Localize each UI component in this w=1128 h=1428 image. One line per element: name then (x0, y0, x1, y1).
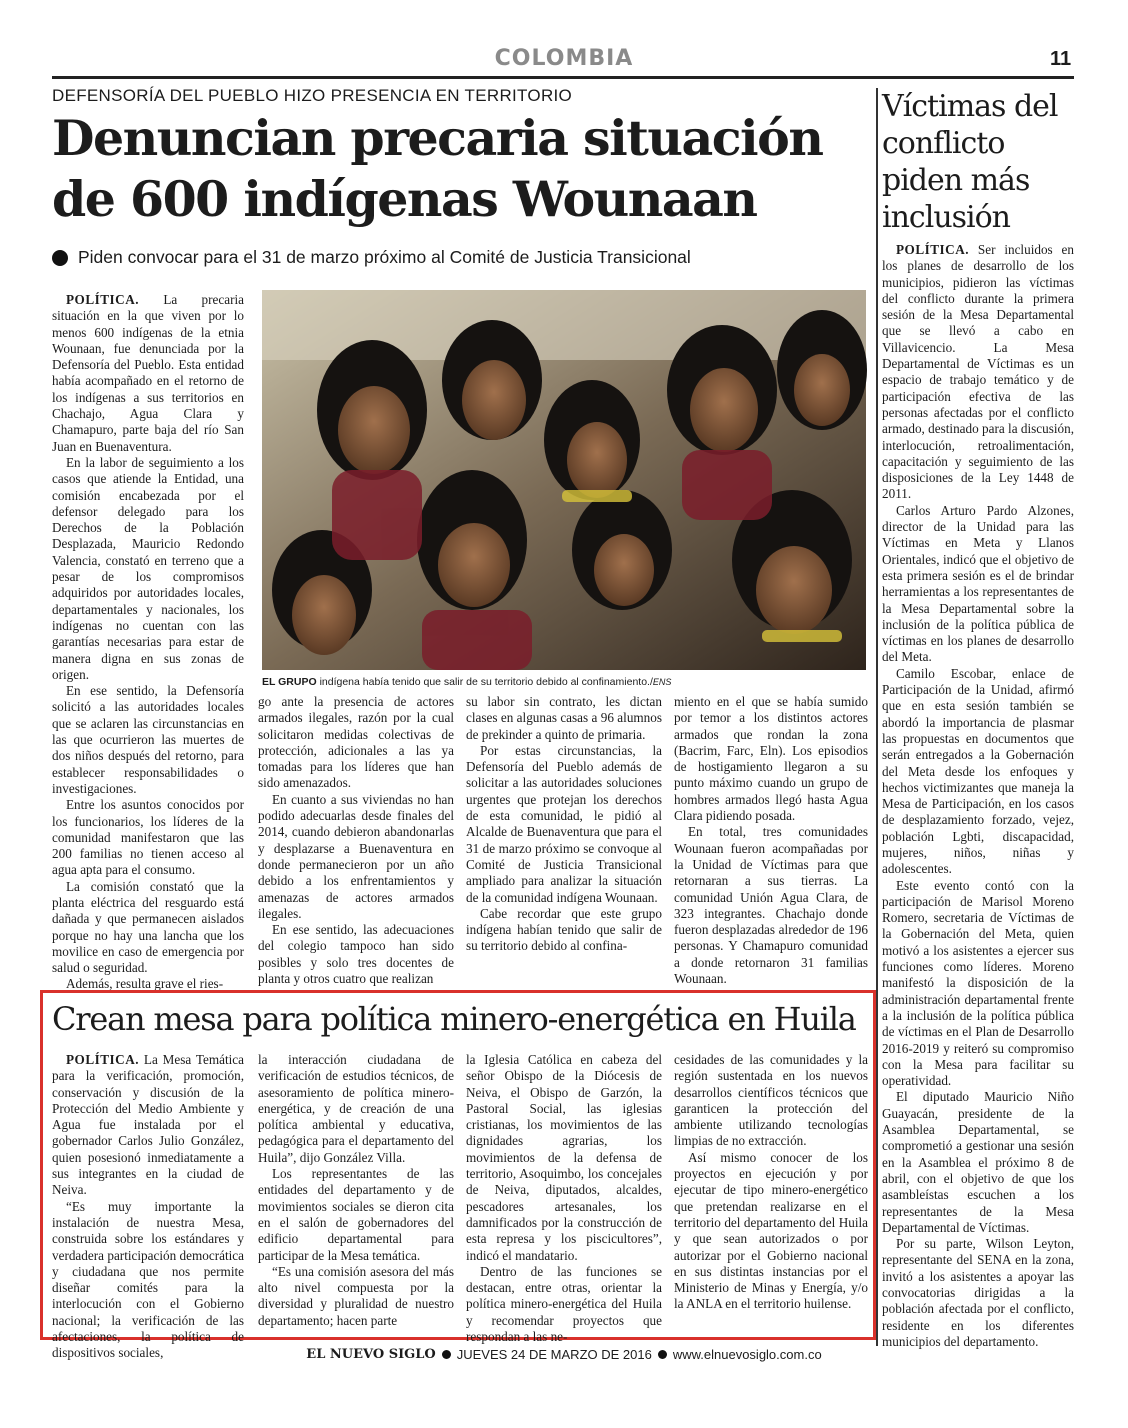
article-deck (52, 247, 852, 268)
photo-illustration (262, 290, 866, 670)
boxed-headline: Crean mesa para política minero-energética en Huila (52, 1000, 856, 1038)
boxed-paragraph: Así mismo conocer de los proyectos en ejecución y por ejecutar de tipo minero-energético que pretendan realizarse en el territorio del departamento del Huila y que sean autorizados o por autorizar por el Gobierno nacional en sus distintas instancias por el Ministerio de Minas y Energía, y/o la ANLA en el territorio huilense. (674, 1149, 868, 1312)
caption-lead: EL GRUPO (262, 676, 317, 688)
caption-text: indígena había tenido que salir de su territorio debido al confinamiento./ (316, 676, 653, 688)
sidebar-paragraph: Por su parte, Wilson Leyton, representante del SENA en la zona, invitó a los asistentes a apoyar las convocatorias dirigidas a la población afectada por el conflicto, residente en los diferentes municipios del departamento. (882, 1236, 1074, 1349)
article-paragraph: Por estas circunstancias, la Defensoría del Pueblo además de solicitar a las autoridades soluciones urgentes que protejan los derechos de esta comunidad, le pidió al Alcalde de Buenaventura que para el 31 de marzo próximo se convoque al Comité de Justicia Transicional ampliado para analizar la situación de la comunidad indígena Wounaan. (466, 742, 662, 905)
photo-credit: ENS (652, 677, 672, 687)
boxed-paragraph: “Es una comisión asesora del más alto nivel compuesta por la diversidad y pluralidad de nuestro departamento; hacen parte (258, 1263, 454, 1328)
article-column-2 (258, 694, 454, 987)
sidebar-body (882, 242, 1074, 1349)
page-footer (0, 1347, 1128, 1362)
deck-text: Piden convocar para el 31 de marzo próximo al Comité de Justicia Transicional (78, 247, 691, 267)
article-paragraph: miento en el que se había sumido por temor a los distintos actores armados que rondan la zona (Bacrim, Farc, Eln). Los episodios de hostigamiento llegaron a su punto máximo cuando un grupo de hombres armados llegó hasta Agua Clara pidiendo posada. (674, 694, 868, 824)
headline-line-2: de 600 indígenas Wounaan (52, 170, 757, 228)
article-column-1 (52, 292, 244, 992)
article-paragraph: su labor sin contrato, les dictan clases en algunas casas a 96 alumnos de prekinder a quinto de primaria. (466, 694, 662, 742)
boxed-paragraph: POLÍTICA. La Mesa Temática para la verificación, promoción, conservación y discusión de la Protección del Medio Ambiente y Agua fue instalada por el gobernador Carlos Julio González, quien posesionó inmediatamente a sus integrantes en la ciudad de Neiva. (52, 1052, 244, 1198)
article-paragraph: POLÍTICA. La precaria situación en la que viven por lo menos 600 indígenas de la etnia Wounaan, fue denunciada por la Defensoría del Pueblo. Esta entidad había acompañado en el retorno de los indígenas a sus territorios en Chachajo, Agua Clara y Chamapuro, parte baja del río San Juan en Buenaventura. (52, 292, 244, 454)
boxed-column-4 (674, 1052, 868, 1338)
sidebar-paragraph: Carlos Arturo Pardo Alzones, director de la Unidad para las Víctimas en Meta y Llanos Orientales, indicó que el objetivo de esta primera sesión es el de brindar herramientas a los representantes de la Mesa Departamental sobre la inclusión de la política pública de víctimas en los planes de desarrollo del Meta. (882, 502, 1074, 665)
sidebar-paragraph: Este evento contó con la participación de Marisol Moreno Romero, secretaria de Víctimas de la Gobernación del Meta, quien motivó a los asistentes a ejercer sus funciones como líderes. Moreno manifestó la disposición de la administración departamental frente a la inclusión de la política pública de víctimas en el Plan de Desarrollo 2016-2019 y reiteró su compromiso con la Mesa para facilitar su operatividad. (882, 877, 1074, 1089)
section-tag: POLÍTICA. (896, 242, 970, 257)
article-paragraph: Entre los asuntos conocidos por los funcionarios, los líderes de la comunidad manifestaron que las 200 familias no tienen acceso al agua apta para el consumo. (52, 797, 244, 878)
photo-caption (262, 676, 866, 688)
article-column-4 (674, 694, 868, 987)
article-paragraph: La comisión constató que la planta eléctrica del resguardo está dañada y que permanecen aislados porque no hay una lancha que los movilice en caso de emergencia por salud o seguridad. (52, 878, 244, 976)
boxed-paragraph: la Iglesia Católica en cabeza del señor Obispo de la Diócesis de Neiva, el Obispo de Garzón, la Pastoral Social, las iglesias cristianas, los movimientos de las dignidades agrarias, los movimientos de la defensa de territorio, Asoquimbo, los concejales de Neiva, diputados, alcaldes, pescadores artesanales, los damnificados por la construcción de esta represa y los piscicultores”, indicó el mandatario. (466, 1052, 662, 1263)
article-headline (52, 108, 852, 230)
sidebar-rule (876, 88, 878, 1346)
article-paragraph: Cabe recordar que este grupo indígena habían tenido que salir de su territorio debido al confina- (466, 905, 662, 954)
sidebar-paragraph: El diputado Mauricio Niño Guayacán, presidente de la Asamblea Departamental, se comprometió a gestionar una sesión en la Asamblea el próximo 8 de abril, con el objetivo de que los asambleístas escuchen a los representantes de la Mesa Departamental de Víctimas. (882, 1089, 1074, 1235)
footer-date: JUEVES 24 DE MARZO DE 2016 (456, 1347, 652, 1362)
article-paragraph: En cuanto a sus viviendas no han podido adecuarlas desde finales del 2014, cuando debieron abandonarlas y desplazarse a Buenaventura en donde permanecieron por un año debido a los enfrentamientos y amenazas de actores armados ilegales. (258, 791, 454, 921)
article-paragraph: go ante la presencia de actores armados ilegales, razón por la cual solicitaron medidas colectivas de protección, adicionales a las ya tomadas para los líderes que han sido amenazados. (258, 694, 454, 791)
article-paragraph: En la labor de seguimiento a los casos que atiende la Entidad, una comisión encabezada por el defensor delegado para los Derechos de la Población Desplazada, Mauricio Redondo Valencia, constató en terreno que a pesar de los compromisos adquiridos por autoridades locales, departamentales y nacionales, los indígenas no cuentan con las garantías necesarias para estar de manera digna en sus zonas de origen. (52, 454, 244, 682)
headline-line-1: Denuncian precaria situación (52, 109, 823, 167)
boxed-column-2 (258, 1052, 454, 1338)
page-number: 11 (1050, 48, 1072, 70)
separator-dot-icon (442, 1350, 451, 1359)
article-paragraph: En ese sentido, las adecuaciones del colegio tampoco han sido posibles y solo tres docentes de planta y otros cuatro que realizan (258, 922, 454, 987)
article-kicker: DEFENSORÍA DEL PUEBLO HIZO PRESENCIA EN TERRITORIO (52, 86, 573, 105)
header-rule (52, 76, 1074, 79)
article-paragraph: Además, resulta grave el ries- (66, 976, 224, 992)
newspaper-brand: EL NUEVO SIGLO (306, 1347, 436, 1362)
article-paragraph: En total, tres comunidades Wounaan fueron acompañadas por la Unidad de Víctimas para que retornaran a sus tierras. La comunidad Unión Agua Clara, de 323 integrantes. Chachajo donde fueron desplazadas alrededor de 196 personas. Y Chamapuro comunidad a donde retornaron 31 familias Wounaan. (674, 824, 868, 987)
section-tag: POLÍTICA. (66, 1052, 140, 1067)
boxed-column-1 (52, 1052, 244, 1361)
section-tag: POLÍTICA. (66, 292, 140, 307)
boxed-paragraph: la interacción ciudadana de verificación de estudios técnicos, de asesoramiento de política minero-energética, y de creación de una política ambiental y educativa, pedagógica para el departamento del Huila”, dijo González Villa. (258, 1052, 454, 1165)
boxed-paragraph: cesidades de las comunidades y la región sustentada en los nuevos desarrollos científicos técnicos que garanticen la protección del ambiente utilizando tecnologías limpias de no extracción. (674, 1052, 868, 1149)
section-label: COLOMBIA (494, 46, 634, 71)
boxed-paragraph: “Es muy importante la instalación de nuestra Mesa, construida sobre los estándares y verdadera participación democrática y ciudadana que nos permite diseñar comités para la interlocución con el Gobierno nacional; la verificación de las afectaciones, la política de dispositivos sociales, (52, 1198, 244, 1361)
sidebar-paragraph: Camilo Escobar, enlace de Participación de la Unidad, afirmó que en esta sesión también se abordó la importancia de plasmar las propuestas en documentos que serán entregados a la Gobernación del Meta desde los enfoques y hechos victimizantes que maneja la Mesa de Participación, en los casos de desplazamiento forzado, vejez, población Lgbti, discapacidad, mujeres, niños, niñas y adolescentes. (882, 665, 1074, 877)
article-photo (262, 290, 866, 670)
footer-url[interactable]: www.elnuevosiglo.com.co (672, 1347, 822, 1362)
sidebar-paragraph: POLÍTICA. Ser incluidos en los planes de desarrollo de los municipios, pidieron las víctimas del conflicto durante la primera sesión de la Mesa Departamental que se llevó a cabo en Villavicencio. La Mesa Departamental de Víctimas es un espacio de trabajo temático y de participación efectiva de las personas afectadas por el conflicto armado, destinado para la discusión, interlocución, retroalimentación, capacitación y seguimiento de las disposiciones de la Ley 1448 de 2011. (882, 242, 1074, 502)
boxed-paragraph: Dentro de las funciones se destacan, entre otras, orientar la política minero-energética del Huila y recomendar proyectos que respondan a las ne- (466, 1263, 662, 1345)
article-paragraph: En ese sentido, la Defensoría solicitó a las autoridades locales que se aclaren las circunstancias en las que ocurrieron las muertes de dos niños después del retorno, para establecer responsabilidades o investigaciones. (52, 683, 244, 796)
boxed-column-3 (466, 1052, 662, 1345)
bullet-icon (52, 250, 68, 266)
article-column-3 (466, 694, 662, 984)
separator-dot-icon (658, 1350, 667, 1359)
boxed-paragraph: Los representantes de las entidades del departamento y de movimientos sociales se dieron cita en el salón de gobernadores del edificio departamental para participar de la Mesa temática. (258, 1166, 454, 1263)
sidebar-headline: Víctimas del conflicto piden más inclusión (882, 89, 1058, 235)
